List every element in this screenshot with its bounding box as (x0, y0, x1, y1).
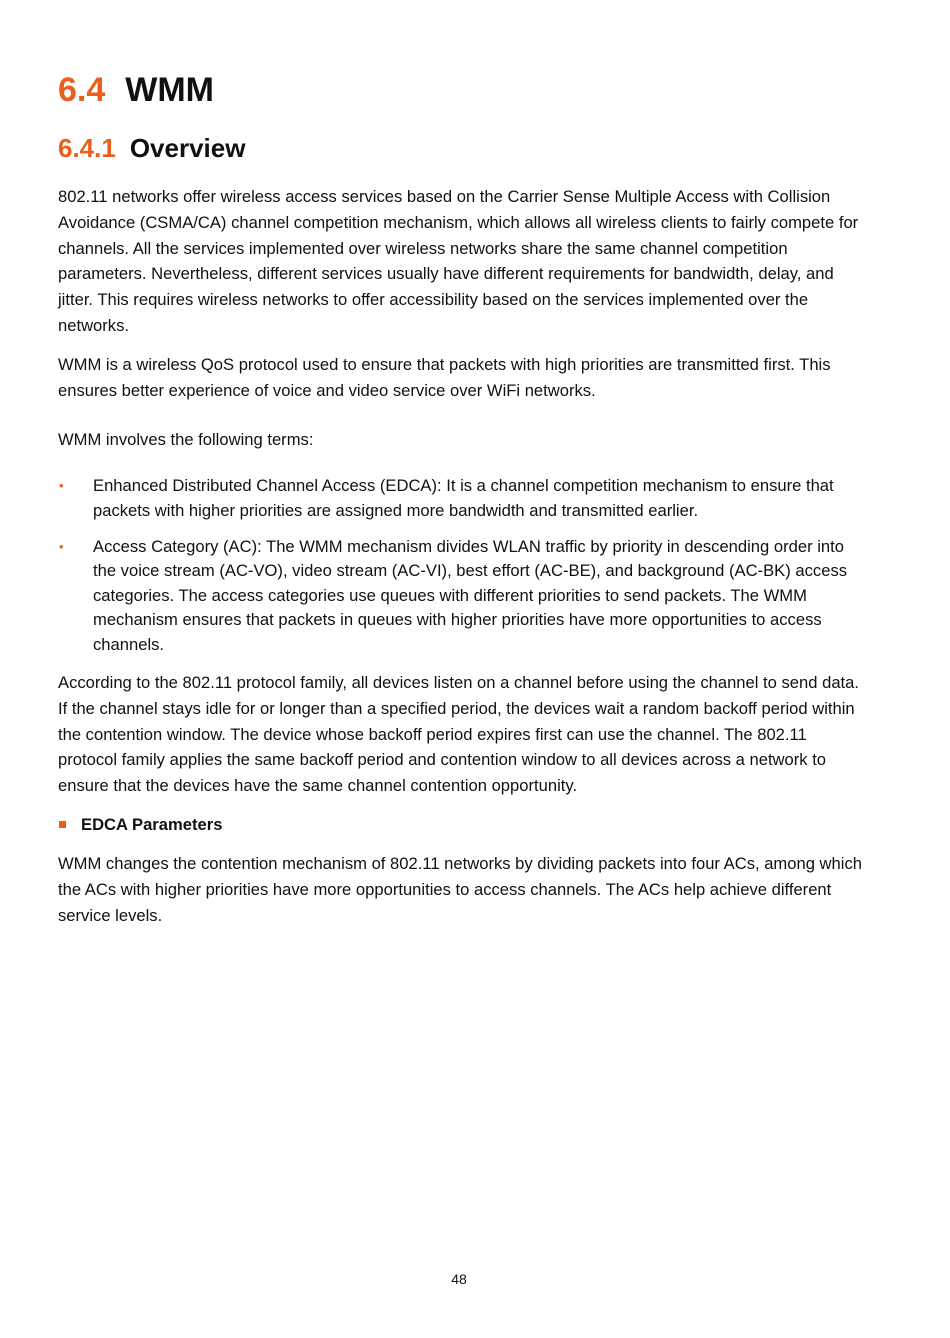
edca-subheading (58, 812, 868, 838)
paragraph-backoff: According to the 802.11 protocol family, all devices listen on a channel before using the channel to send data. If the channel stays idle for or longer than a specified period, the devices wait a random backoff period within the contention window. The device whose backoff period expires first can use the channel. The 802.11 protocol family applies the same backoff period and contention window to all devices across a network to ensure that the devices have the same channel contention opportunity. (58, 673, 860, 796)
subsection-heading (58, 128, 245, 168)
square-bullet-icon (59, 821, 66, 828)
list-item (58, 535, 868, 657)
paragraph-terms-intro: WMM involves the following terms: (58, 430, 314, 450)
section-heading (58, 66, 214, 114)
subsection-title: Overview (129, 133, 246, 163)
subheading-text: EDCA Parameters (81, 815, 223, 834)
section-title: WMM (125, 71, 215, 109)
paragraph-intro: 802.11 networks offer wireless access services based on the Carrier Sense Multiple Access with Collision Avoidance (CSMA/CA) channel competition mechanism, which allows all wireless clients to fairly compete for channels. All the services implemented over wireless networks share the same channel competition parameters. Nevertheless, different services usually have different requirements for bandwidth, delay, and jitter. This requires wireless networks to offer accessibility based on the services implemented over the networks. (58, 187, 859, 335)
section-number: 6.4 (58, 71, 106, 109)
paragraph-wmm: WMM is a wireless QoS protocol used to ensure that packets with high priorities are transmitted first. This ensures better experience of voice and video service over WiFi networks. (58, 354, 831, 400)
subsection-number: 6.4.1 (58, 133, 116, 163)
bullet-icon: • (59, 478, 64, 494)
list-item-text: Access Category (AC): The WMM mechanism divides WLAN traffic by priority in descending order into the voice stream (AC-VO), video stream (AC-VI), best effort (AC-BE), and background (AC-BK) access categories. The access categories use queues with different priorities to send packets. The WMM mechanism ensures that packets in queues with higher priorities have more opportunities to access channels. (93, 536, 848, 654)
list-item (58, 474, 868, 523)
body-text (58, 184, 868, 928)
bullet-icon: • (59, 538, 64, 554)
terms-list (58, 474, 868, 657)
page-number: 48 (451, 1271, 467, 1287)
list-item-text: Enhanced Distributed Channel Access (EDCA): It is a channel competition mechanism to ensure that packets with higher priorities are assigned more bandwidth and transmitted earlier. (93, 476, 834, 520)
paragraph-edca: WMM changes the contention mechanism of 802.11 networks by dividing packets into four ACs, among which the ACs with higher priorities have more opportunities to access channels. The ACs help achieve different service levels. (58, 854, 862, 925)
